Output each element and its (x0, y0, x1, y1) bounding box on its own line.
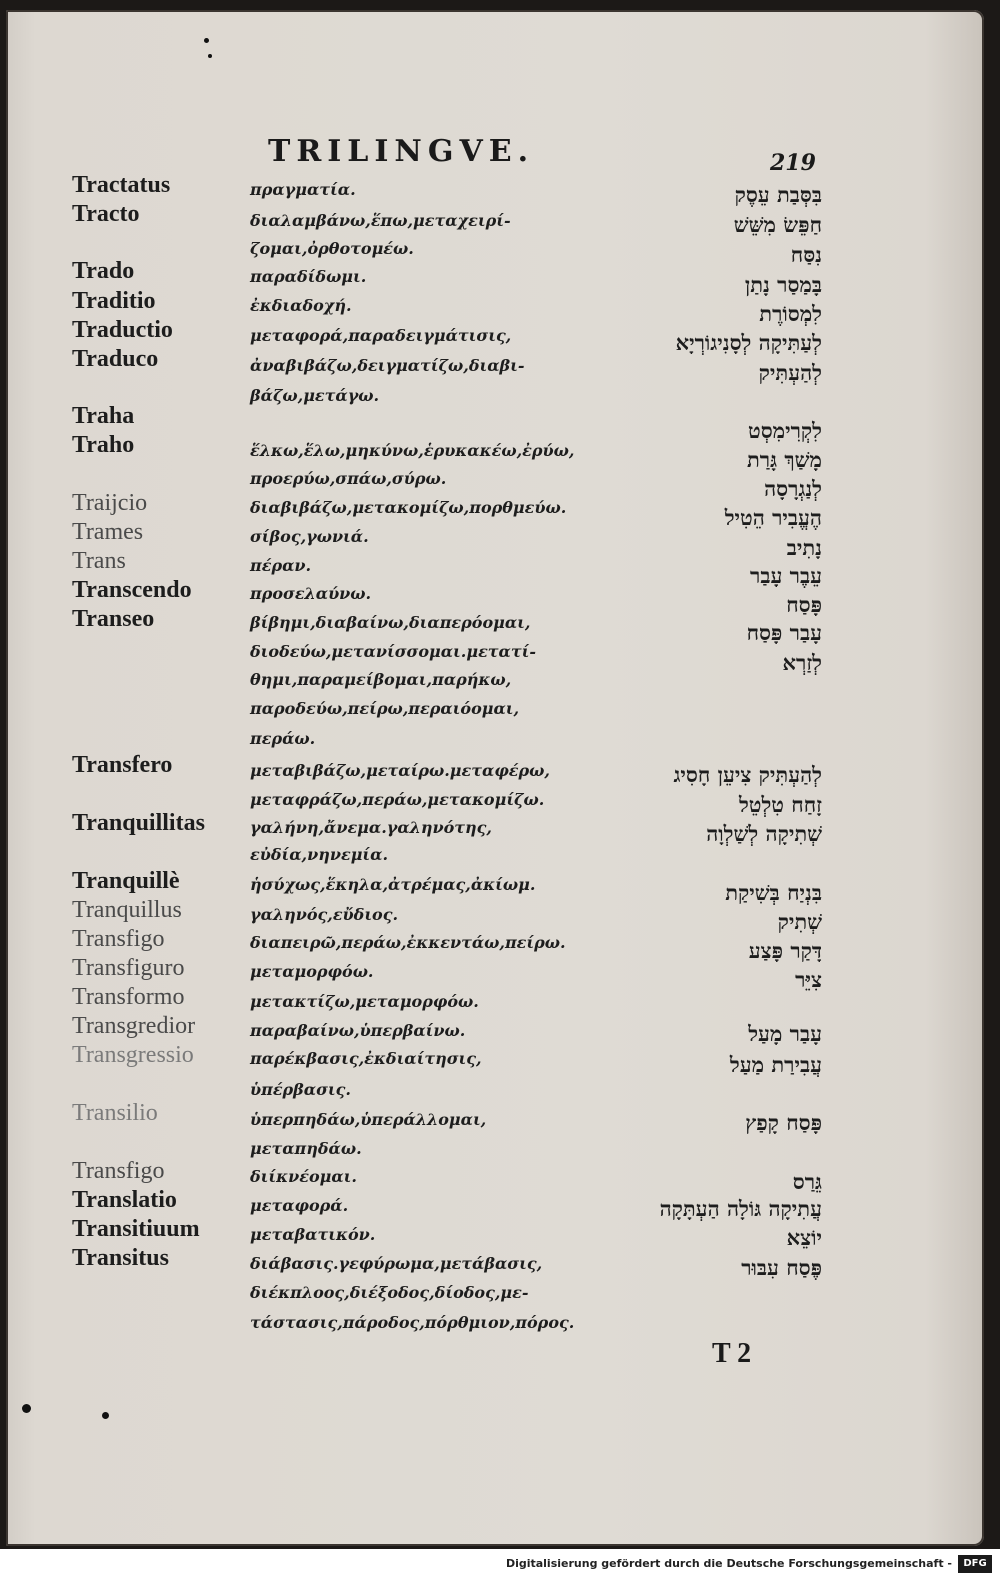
hebrew-gloss: פֶּסַח עִבּוּר (741, 1255, 822, 1280)
footer-bar (0, 1549, 1000, 1583)
latin-headword: Transfigo (72, 1158, 165, 1184)
latin-headword: Tranquillè (72, 868, 180, 894)
greek-gloss: ἐκδιαδοχή. (250, 296, 352, 315)
latin-headword: Tracto (72, 201, 140, 227)
greek-gloss: ὑπερπηδάω,ὑπεράλλομαι, (250, 1110, 487, 1129)
greek-gloss: προσελαύνω. (250, 584, 372, 603)
dfg-logo: DFG (958, 1555, 992, 1573)
greek-gloss: σίβος,γωνιά. (250, 527, 369, 546)
greek-gloss: μεταμορφόω. (250, 962, 374, 981)
greek-gloss: διοδεύω,μετανίσσομαι.μετατί- (250, 642, 537, 661)
greek-gloss: πραγματία. (250, 180, 356, 199)
hebrew-gloss: לִמְסוֹרֶת (759, 301, 822, 326)
latin-headword: Transfero (72, 752, 173, 778)
hebrew-gloss: פָּסַח (786, 592, 822, 617)
hebrew-gloss: שְׁתִיק (777, 909, 822, 934)
latin-headword: Traditio (72, 288, 156, 314)
latin-headword: Tranquillus (72, 897, 182, 923)
latin-headword: Transgredior (72, 1013, 196, 1039)
greek-gloss: εὐδία,νηνεμία. (250, 845, 389, 864)
latin-headword: Tractatus (72, 172, 171, 198)
greek-gloss: ζομαι,ὀρθοτομέω. (250, 239, 414, 258)
greek-gloss: μεταβιβάζω,μεταίρω.μεταφέρω, (250, 761, 550, 780)
hebrew-gloss: גֵּרַס (792, 1169, 822, 1194)
greek-gloss: παροδεύω,πείρω,περαιόομαι, (250, 699, 520, 718)
greek-gloss: τάστασις,πάροδος,πόρθμιον,πόρος. (250, 1313, 575, 1332)
latin-headword: Traha (72, 403, 135, 429)
greek-gloss: προερύω,σπάω,σύρω. (250, 469, 447, 488)
hebrew-gloss: הֶעֱבִיר הֵטִיל (724, 505, 822, 530)
latin-headword: Trans (72, 548, 126, 574)
hebrew-gloss: בָּמַסַר נָתַן (744, 272, 822, 297)
greek-gloss: μεταφορά. (250, 1196, 349, 1215)
hebrew-gloss: נִסַּח (790, 242, 822, 267)
greek-gloss: παραδίδωμι. (250, 267, 367, 286)
hebrew-gloss: לְהַעְתִּיק צִיעֵן חָסִיג (673, 762, 822, 787)
hebrew-gloss: עֲבִירַת מַעַל (729, 1052, 822, 1077)
hebrew-gloss: לְזַרְא (782, 650, 822, 675)
greek-gloss: μετακτίζω,μεταμορφόω. (250, 992, 479, 1011)
greek-gloss: πέραν. (250, 556, 312, 575)
greek-gloss: μεταβατικόν. (250, 1225, 376, 1244)
ink-speck (102, 1412, 109, 1419)
greek-gloss: ὑπέρβασις. (250, 1080, 351, 1099)
greek-gloss: βίβημι,διαβαίνω,διαπερόομαι, (250, 613, 531, 632)
latin-headword: Trado (72, 258, 135, 284)
latin-headword: Traho (72, 432, 135, 458)
greek-gloss: διαβιβάζω,μετακομίζω,πορθμεύω. (250, 498, 567, 517)
greek-gloss: παραβαίνω,ὑπερβαίνω. (250, 1021, 466, 1040)
latin-headword: Trames (72, 519, 144, 545)
greek-gloss: γαληνός,εὔδιος. (250, 905, 399, 924)
hebrew-gloss: בִּנְיַח בְּשִׁיקַת (725, 880, 822, 905)
hebrew-gloss: לִקְרִימִסְט (748, 418, 822, 443)
hebrew-gloss: בִּסְּבַת עֵסֶק (734, 182, 822, 207)
hebrew-gloss: עֵבֶר עָבַר (750, 563, 822, 588)
latin-headword: Transformo (72, 984, 185, 1010)
greek-gloss: διάβασις.γεφύρωμα,μετάβασις, (250, 1254, 543, 1273)
hebrew-gloss: שְׁתִיקָה לְשַׁלְוָה (706, 821, 822, 846)
page-number: 219 (770, 150, 816, 176)
funding-credit: Digitalisierung gefördert durch die Deutsche Forschungsgemeinschaft - (505, 1557, 952, 1570)
running-head: TRILINGVE. (268, 134, 535, 169)
hebrew-gloss: זָחַח טִלְטֵל (738, 792, 822, 817)
latin-headword: Transeo (72, 606, 155, 632)
ink-speck (22, 1404, 31, 1413)
latin-headword: Traijcio (72, 490, 148, 516)
latin-headword: Transfiguro (72, 955, 185, 981)
greek-gloss: βάζω,μετάγω. (250, 386, 380, 405)
hebrew-gloss: מָשַׁךְ גָּרַת (747, 447, 822, 472)
hebrew-gloss: לְנַגְרָסָה (764, 476, 822, 501)
greek-gloss: παρέκβασις,ἐκδιαίτησις, (250, 1049, 482, 1068)
hebrew-gloss: יוֹצֵא (786, 1225, 822, 1250)
greek-gloss: μεταφορά,παραδειγμάτισις, (250, 326, 512, 345)
latin-headword: Tranquillitas (72, 810, 205, 836)
hebrew-gloss: נָתִיב (786, 535, 822, 560)
greek-gloss: περάω. (250, 729, 316, 748)
hebrew-gloss: עֲתִיקָה גּוֹלָה הַעְתָּקָה (659, 1196, 822, 1221)
greek-gloss: μεταπηδάω. (250, 1139, 362, 1158)
hebrew-gloss: לְהַעְתִּיק (758, 360, 822, 385)
greek-gloss: μεταφράζω,περάω,μετακομίζω. (250, 790, 545, 809)
latin-headword: Transgressio (72, 1042, 194, 1068)
hebrew-gloss: חַפֵּשׂ מִשֵּׁשׁ (733, 212, 822, 237)
hebrew-gloss: לְעַתִּיקָה לְסָנִיגוֹרְיָא (675, 330, 822, 355)
greek-gloss: θημι,παραμείβομαι,παρήκω, (250, 670, 512, 689)
latin-headword: Transcendo (72, 577, 192, 603)
greek-gloss: διαπειρῶ,περάω,ἐκκεντάω,πείρω. (250, 933, 566, 952)
hebrew-gloss: עָבַר פָּסַח (746, 620, 822, 645)
latin-headword: Transitus (72, 1245, 169, 1271)
latin-headword: Transilio (72, 1100, 158, 1126)
greek-gloss: ἡσύχως,ἕκηλα,ἀτρέμας,ἀκίωμ. (250, 875, 536, 894)
greek-gloss: γαλήνη,ἄνεμα.γαληνότης, (250, 818, 492, 837)
hebrew-gloss: פָּסַח קָפַץ (745, 1110, 822, 1135)
greek-gloss: ἀναβιβάζω,δειγματίζω,διαβι- (250, 356, 525, 375)
latin-headword: Transitiuum (72, 1216, 200, 1242)
latin-headword: Traductio (72, 317, 173, 343)
ink-speck (204, 38, 209, 43)
latin-headword: Translatio (72, 1187, 177, 1213)
greek-gloss: διέκπλοος,διέξοδος,δίοδος,με- (250, 1283, 529, 1302)
greek-gloss: διίκνέομαι. (250, 1167, 357, 1186)
hebrew-gloss: צִיֵּר (795, 967, 822, 992)
hebrew-gloss: דָּקַר פָּצַע (748, 938, 822, 963)
greek-gloss: ἕλκω,ἕλω,μηκύνω,ἑρυκακέω,ἐρύω, (250, 441, 575, 460)
latin-headword: Transfigo (72, 926, 165, 952)
hebrew-gloss: עָבַר מָעַל (748, 1021, 822, 1046)
ink-speck (208, 54, 212, 58)
greek-gloss: διαλαμβάνω,ἕπω,μεταχειρί- (250, 211, 511, 230)
latin-headword: Traduco (72, 346, 159, 372)
signature-mark: T 2 (712, 1338, 752, 1369)
